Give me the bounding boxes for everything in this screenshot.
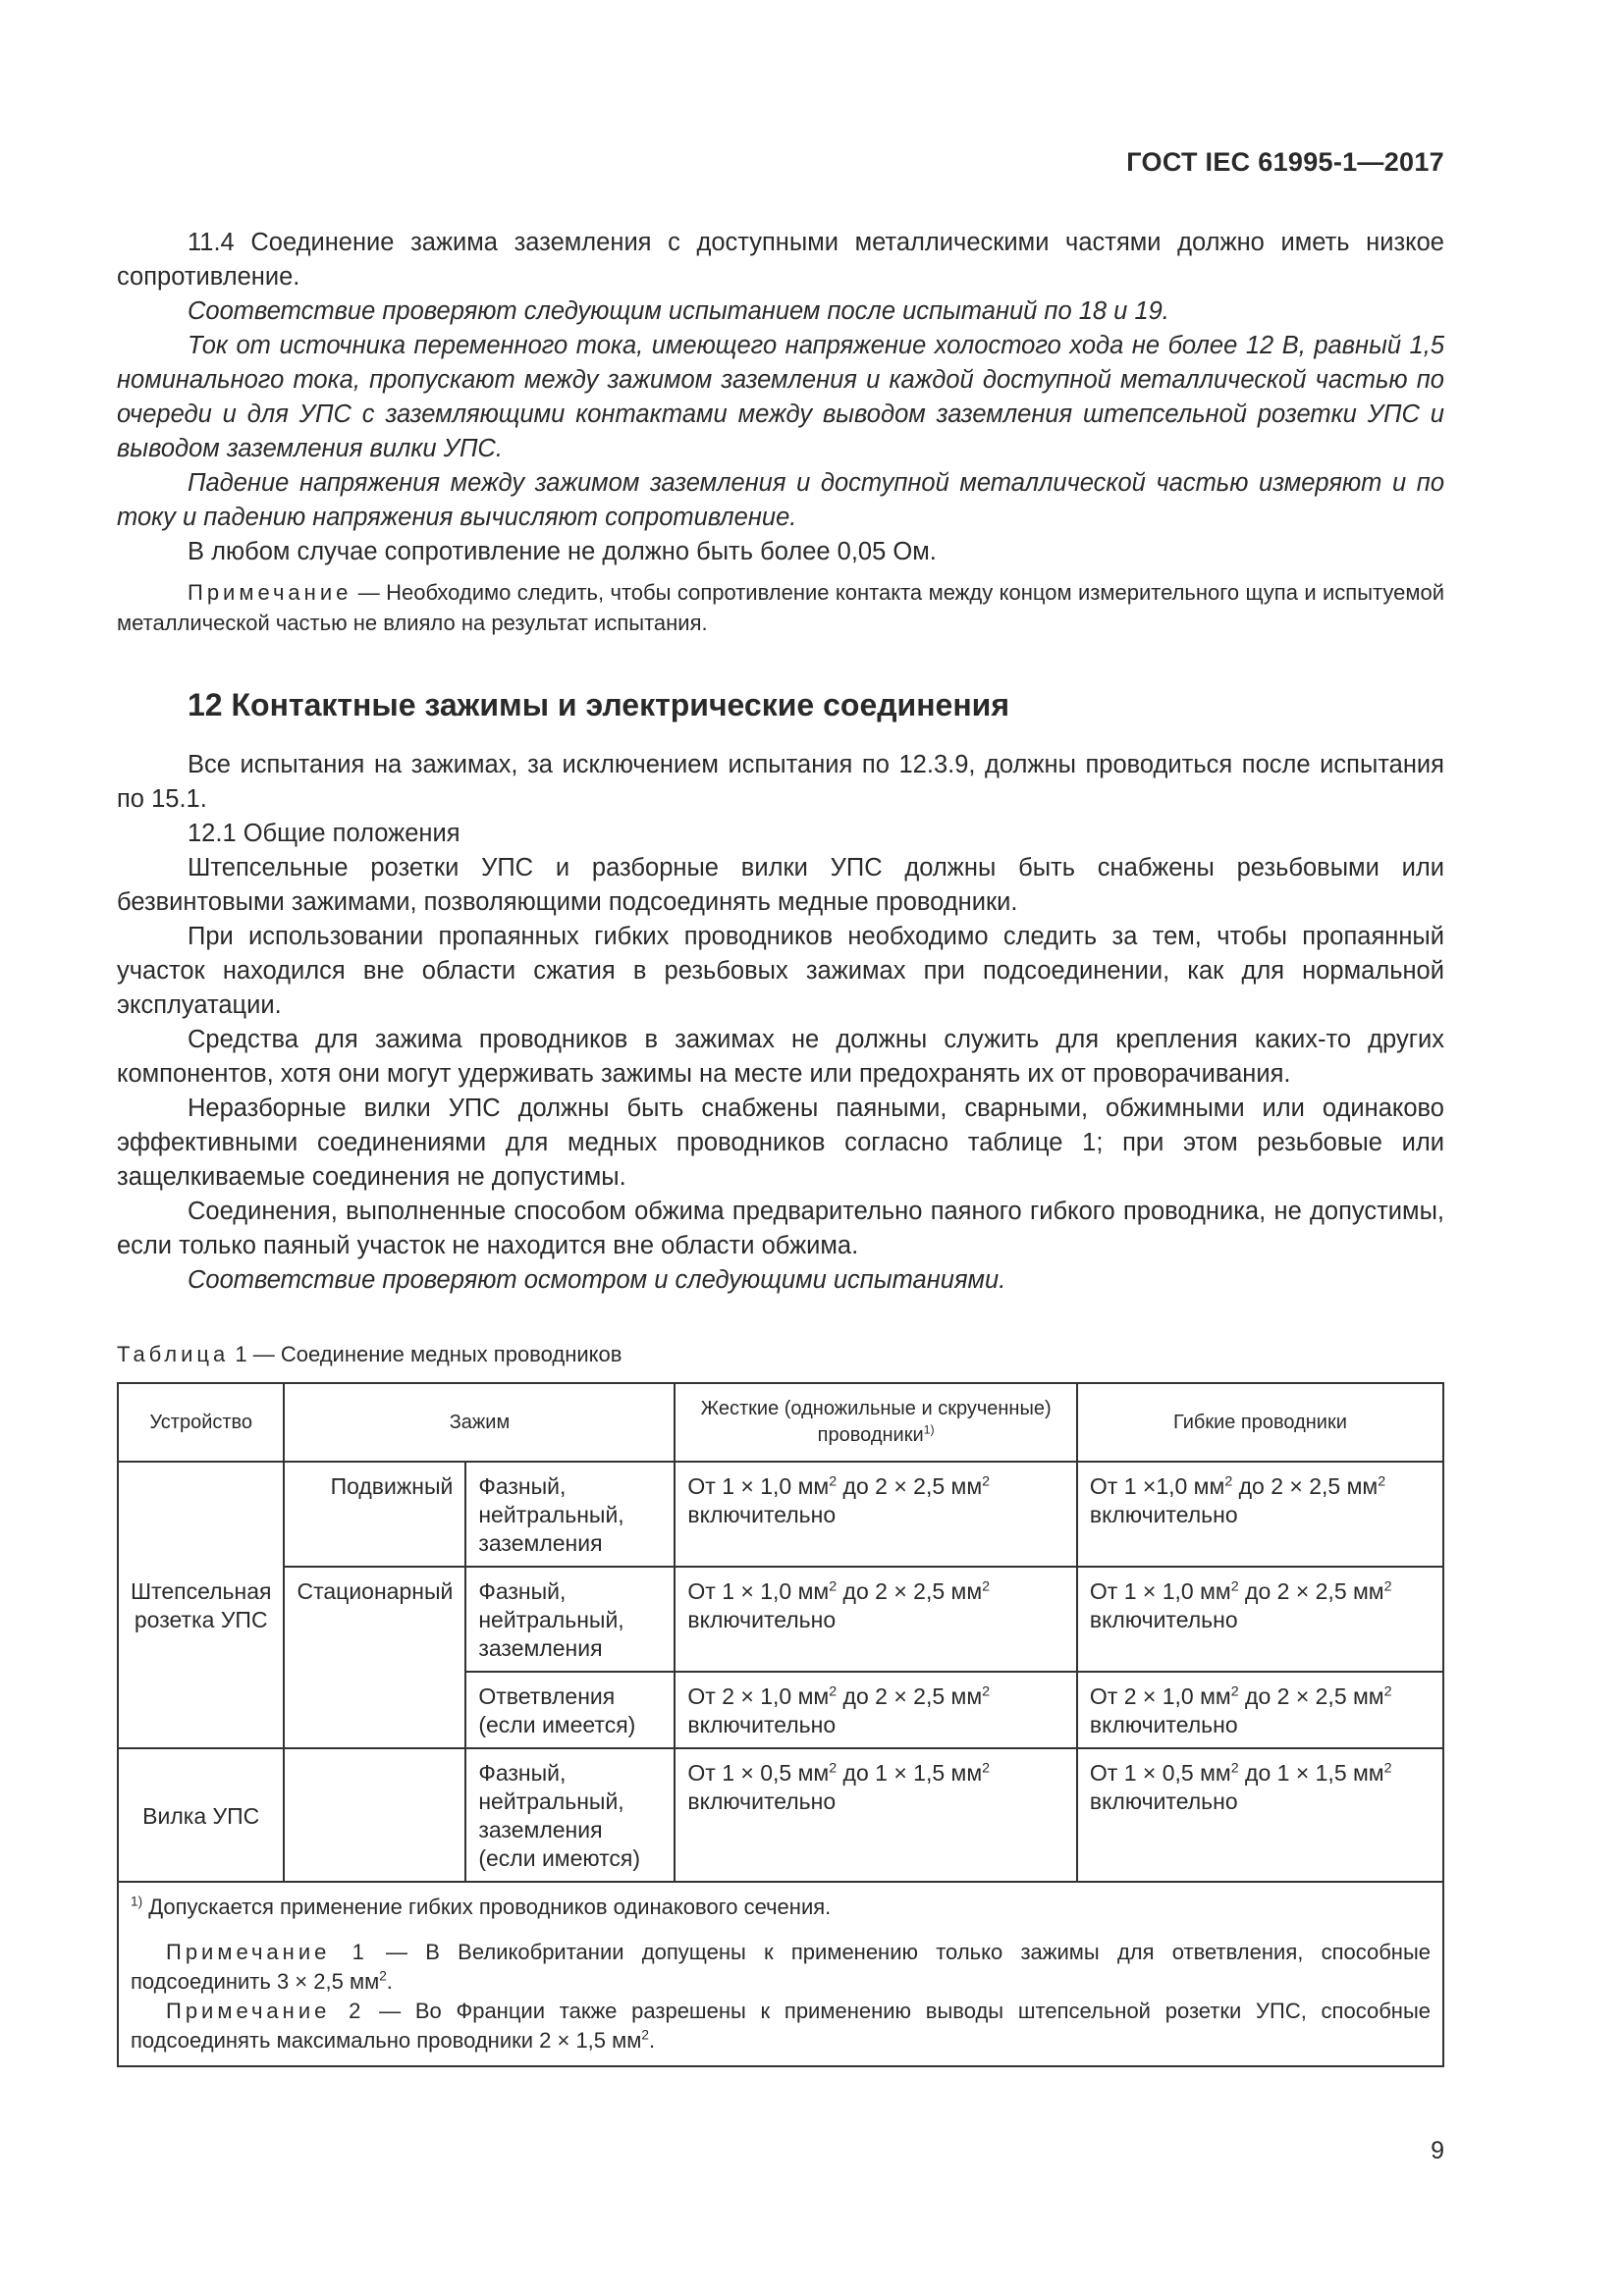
page-body <box>117 226 1444 2067</box>
superscript: 2 <box>829 1683 838 1700</box>
footnote <box>131 1893 1431 1922</box>
table-footer <box>118 1882 1443 2066</box>
table-caption-text: 1 — Соединение медных проводников <box>229 1342 622 1366</box>
range-text: От 1 × 1,0 мм <box>1089 1578 1231 1604</box>
table-row <box>118 1462 1443 1567</box>
rigid-range <box>675 1462 1076 1567</box>
paragraph: Ток от источника переменного тока, имеющего напряжение холостого хода не более 12 В, равный 1,5 номинального тока, пропускают между зажимом заземления и каждой доступной металлической частью по очереди и для УПС с заземляющими контактами между выводом заземления штепсельной розетки УПС и выводом заземления вилки УПС. <box>117 332 1444 462</box>
range-text: до 2 × 2,5 мм <box>837 1473 983 1499</box>
superscript: 2 <box>1224 1473 1233 1490</box>
range-text: включительно <box>687 1502 837 1527</box>
clamp-type: Фазный, нейтральный, заземления (если имеются) <box>465 1748 675 1882</box>
page-number: 9 <box>1431 2137 1444 2164</box>
note-text: — В Великобритании допущены к применению только зажимы для ответвления, способные подсоединить 3 × 2,5 мм <box>131 1940 1432 1994</box>
range-text: до 2 × 2,5 мм <box>1238 1578 1384 1604</box>
range-text: до 1 × 1,5 мм <box>1238 1760 1384 1786</box>
range-text: до 2 × 2,5 мм <box>1232 1473 1379 1499</box>
range-text: включительно <box>687 1789 837 1814</box>
table-header-row <box>118 1383 1443 1462</box>
flex-range <box>1077 1462 1443 1567</box>
superscript: 2 <box>1230 1760 1239 1777</box>
rigid-range <box>675 1748 1076 1882</box>
flex-range <box>1077 1748 1443 1882</box>
range-text: включительно <box>1089 1502 1238 1527</box>
range-text: до 1 × 1,5 мм <box>837 1760 983 1786</box>
clamp-movable: Подвижный <box>284 1462 465 1567</box>
superscript: 2 <box>379 1968 387 1984</box>
note-label: Примечание <box>188 580 352 605</box>
table-note-1 <box>131 1938 1431 1997</box>
footnote-ref: 1) <box>923 1422 935 1437</box>
range-text: От 1 ×1,0 мм <box>1089 1473 1225 1499</box>
header-rigid <box>675 1383 1076 1462</box>
table-caption <box>117 1341 1444 1368</box>
section-heading: 12 Контактные зажимы и электрические соединения <box>188 687 1010 722</box>
flex-range <box>1077 1567 1443 1672</box>
note-label: Примечание 1 <box>166 1940 368 1964</box>
range-text: до 2 × 2,5 мм <box>1238 1683 1384 1709</box>
rigid-range <box>675 1672 1076 1748</box>
clamp-fixed: Стационарный <box>284 1567 465 1748</box>
header-device: Устройство <box>118 1383 284 1462</box>
superscript: 2 <box>1230 1578 1239 1595</box>
header-clamp: Зажим <box>284 1383 675 1462</box>
rigid-range <box>675 1567 1076 1672</box>
superscript: 2 <box>829 1578 838 1595</box>
superscript: 2 <box>829 1473 838 1490</box>
device-plug: Вилка УПС <box>118 1748 284 1882</box>
note-text: — Необходимо следить, чтобы сопротивление контакта между концом измерительного щупа и испытуемой металлической частью не влияло на результат испытания. <box>117 580 1444 635</box>
table-caption-label: Таблица <box>117 1342 230 1366</box>
note-text: . <box>386 1969 393 1994</box>
paragraph: Соединения, выполненные способом обжима предварительно паяного гибкого проводника, не допустимы, если только паяный участок не находится вне области обжима. <box>117 1198 1444 1259</box>
range-text: включительно <box>687 1712 837 1737</box>
flex-range <box>1077 1672 1443 1748</box>
range-text: включительно <box>1089 1789 1238 1814</box>
superscript: 2 <box>641 2027 649 2043</box>
range-text: включительно <box>687 1607 837 1632</box>
superscript: 2 <box>1230 1683 1239 1700</box>
table-row <box>118 1567 1443 1672</box>
clamp-type: Ответвления (если имеется) <box>465 1672 675 1748</box>
footnote-text: Допускается применение гибких проводников одинакового сечения. <box>142 1895 832 1919</box>
empty-cell <box>284 1748 465 1882</box>
device-socket: Штепсельная розетка УПС <box>118 1462 284 1748</box>
superscript: 2 <box>982 1578 991 1595</box>
clamp-type: Фазный, нейтральный, заземления <box>465 1462 675 1567</box>
paragraph: Соответствие проверяют осмотром и следующими испытаниями. <box>188 1266 1006 1294</box>
superscript: 2 <box>1378 1473 1386 1490</box>
clamp-type: Фазный, нейтральный, заземления <box>465 1567 675 1672</box>
superscript: 2 <box>1383 1683 1392 1700</box>
paragraph: Падение напряжения между зажимом заземления и доступной металлической частью измеряют и по току и падению напряжения вычисляют сопротивление. <box>117 469 1444 531</box>
footnote-mark: 1) <box>131 1894 143 1909</box>
superscript: 2 <box>982 1683 991 1700</box>
range-text: От 2 × 1,0 мм <box>687 1683 830 1709</box>
range-text: до 2 × 2,5 мм <box>837 1578 983 1604</box>
note <box>117 577 1444 638</box>
range-text: От 1 × 1,0 мм <box>687 1578 830 1604</box>
superscript: 2 <box>829 1760 838 1777</box>
range-text: включительно <box>1089 1712 1238 1737</box>
note-text: . <box>648 2028 656 2053</box>
paragraph: В любом случае сопротивление не должно быть более 0,05 Ом. <box>188 538 937 565</box>
range-text: От 1 × 0,5 мм <box>687 1760 830 1786</box>
range-text: до 2 × 2,5 мм <box>837 1683 983 1709</box>
range-text: От 2 × 1,0 мм <box>1089 1683 1231 1709</box>
superscript: 2 <box>1383 1760 1392 1777</box>
range-text: От 1 × 0,5 мм <box>1089 1760 1231 1786</box>
paragraph: Соответствие проверяют следующим испытанием после испытаний по 18 и 19. <box>188 297 1169 325</box>
subsection-title: 12.1 Общие положения <box>188 820 460 847</box>
note-text: — Во Франции также разрешены к применению выводы штепсельной розетки УПС, способные подсоединять максимально проводники 2 × 1,5 мм <box>131 1999 1431 2053</box>
table-footer-row <box>118 1882 1443 2066</box>
table-row <box>118 1748 1443 1882</box>
paragraph: 11.4 Соединение зажима заземления с доступными металлическими частями должно иметь низкое сопротивление. <box>117 229 1444 291</box>
note-label: Примечание 2 <box>166 1999 365 2023</box>
superscript: 2 <box>982 1760 991 1777</box>
paragraph: Штепсельные розетки УПС и разборные вилки УПС должны быть снабжены резьбовыми или безвинтовыми зажимами, позволяющими подсоединять медные проводники. <box>117 854 1444 916</box>
superscript: 2 <box>982 1473 991 1490</box>
header-flex: Гибкие проводники <box>1077 1383 1443 1462</box>
superscript: 2 <box>1383 1578 1392 1595</box>
header-rigid-text: Жесткие (одножильные и скрученные) проводники <box>700 1398 1052 1446</box>
table-note-2 <box>131 1997 1431 2056</box>
range-text: включительно <box>1089 1607 1238 1632</box>
document-code: ГОСТ IEC 61995-1—2017 <box>1126 147 1444 177</box>
paragraph: Средства для зажима проводников в зажимах не должны служить для крепления каких-то других компонентов, хотя они могут удерживать зажимы на месте или предохранять их от проворачивания. <box>117 1026 1444 1088</box>
conductor-table <box>117 1382 1444 2067</box>
paragraph: При использовании пропаянных гибких проводников необходимо следить за тем, чтобы пропаянный участок находился вне области сжатия в резьбовых зажимах при подсоединении, как для нормальной эксплуатации. <box>117 923 1444 1019</box>
paragraph: Все испытания на зажимах, за исключением испытания по 12.3.9, должны проводиться после испытания по 15.1. <box>117 751 1444 813</box>
range-text: От 1 × 1,0 мм <box>687 1473 830 1499</box>
paragraph: Неразборные вилки УПС должны быть снабжены паяными, сварными, обжимными или одинаково эффективными соединениями для медных проводников согласно таблице 1; при этом резьбовые или защелкиваемые соединения не допустимы. <box>117 1095 1444 1191</box>
